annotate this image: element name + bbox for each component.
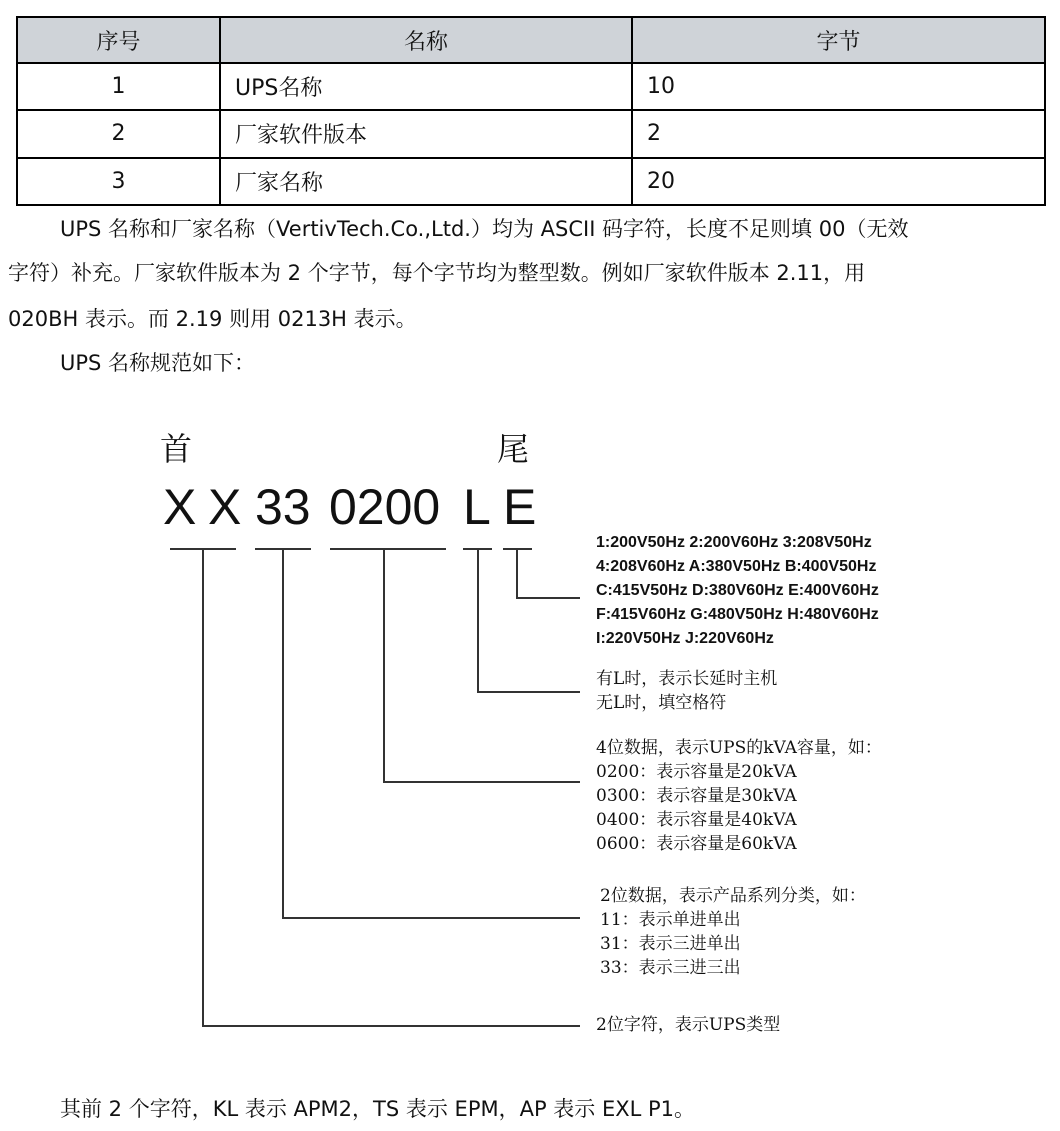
header-name: 名称 xyxy=(220,17,632,63)
voltage-description: 1:200V50Hz 2:200V60Hz 3:208V50Hz 4:208V60Hz A:380V50Hz B:400V50Hz C:415V50Hz D:380V60Hz E:400V60Hz F:415V60Hz G:480V50Hz H:480V60Hz I:220V50Hz J:220V60Hz xyxy=(596,534,879,647)
paragraph-name-spec: UPS 名称规范如下： xyxy=(60,351,256,375)
header-index: 序号 xyxy=(17,17,220,63)
cell-index: 3 xyxy=(17,158,220,205)
code-long-backup: L xyxy=(463,479,491,535)
series-description: 2位数据，表示产品系列分类，如： 11：表示单进单出 31：表示三进单出 33：表示三进三出 xyxy=(600,886,866,978)
cell-index: 1 xyxy=(17,63,220,110)
cell-name: 厂家软件版本 xyxy=(220,110,632,157)
paragraph-line-1: UPS 名称和厂家名称（VertivTech.Co.,Ltd.）均为 ASCII 码字符，长度不足则填 00（无效 xyxy=(60,217,909,241)
cell-name: 厂家名称 xyxy=(220,158,632,205)
long-backup-description: 有L时，表示长延时主机 无L时，填空格符 xyxy=(596,669,778,713)
code-series: 33 xyxy=(255,479,311,535)
code-type-char-1: X xyxy=(163,479,197,535)
paragraph-line-3: 020BH 表示。而 2.19 则用 0213H 表示。 xyxy=(8,307,417,331)
code-type-char-2: X xyxy=(208,479,242,535)
code-voltage: E xyxy=(503,479,537,535)
paragraph-line-2: 字符）补充。厂家软件版本为 2 个字节，每个字节均为整型数。例如厂家软件版本 2.11，用 xyxy=(8,261,866,285)
code-capacity: 0200 xyxy=(329,479,441,535)
paragraph-type-prefix: 其前 2 个字符，KL 表示 APM2，TS 表示 EPM，AP 表示 EXL P1。 xyxy=(60,1097,696,1121)
cell-bytes: 20 xyxy=(632,158,1045,205)
header-bytes: 字节 xyxy=(632,17,1045,63)
cell-name: UPS名称 xyxy=(220,63,632,110)
cell-bytes: 10 xyxy=(632,63,1045,110)
capacity-description: 4位数据，表示UPS的kVA容量，如： 0200：表示容量是20kVA 0300：表示容量是30kVA 0400：表示容量是40kVA 0600：表示容量是60kVA xyxy=(596,738,882,854)
type-description: 2位字符，表示UPS类型 xyxy=(596,1015,781,1035)
cell-index: 2 xyxy=(17,110,220,157)
cell-bytes: 2 xyxy=(632,110,1045,157)
head-label: 首 xyxy=(160,430,193,468)
tail-label: 尾 xyxy=(497,430,530,468)
